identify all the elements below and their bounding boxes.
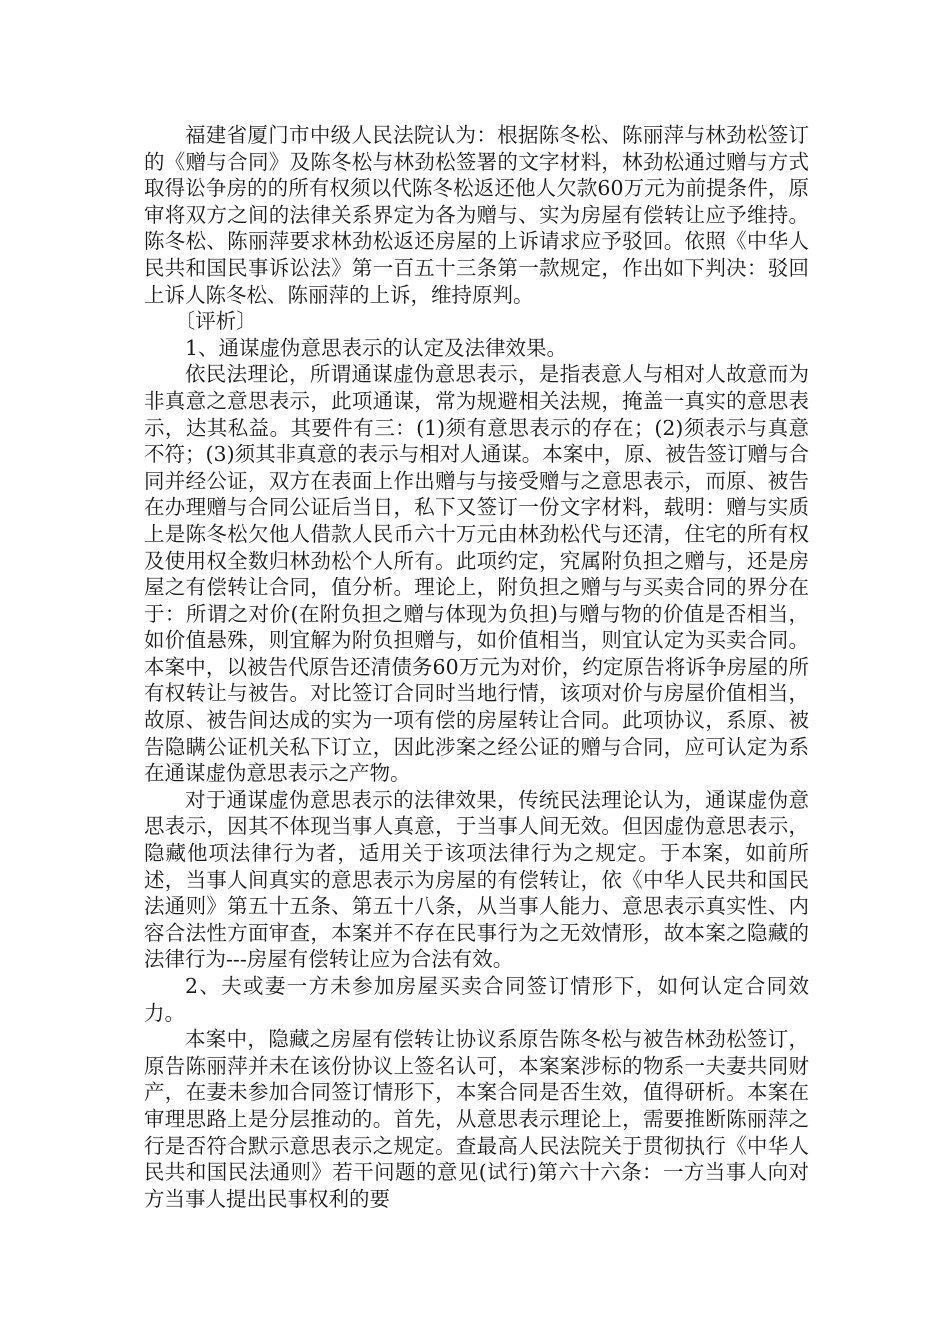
paragraph-legal-effect: 对于通谋虚伪意思表示的法律效果，传统民法理论认为，通谋虚伪意思表示，因其不体现当事人真意，于当事人间无效。但因虚伪意思表示，隐藏他项法律行为者，适用关于该项法律行为之规定。于本案，如前所述，当事人间真实的意思表示为房屋的有偿转让，依《中华人民共和国民法通则》第五十五条、第五十八条，从当事人能力、意思表示真实性、内容合法性方面审查，本案并不存在民事行为之无效情形，故本案之隐藏的法律行为---房屋有偿转让应为合法有效。 [144,787,809,972]
heading-point-2: 2、夫或妻一方未参加房屋买卖合同签订情形下，如何认定合同效力。 [144,974,809,1025]
section-label-analysis: 〔评析〕 [174,309,257,334]
paragraph-spouse-consent: 本案中，隐藏之房屋有偿转让协议系原告陈冬松与被告林劲松签订，原告陈丽萍并未在该份协议上签名认可，本案案涉标的物系一夫妻共同财产，在妻未参加合同签订情形下，本案合同是否生效，值得研析。本案在审理思路上是分层推动的。首先，从意思表示理论上，需要推断陈丽萍之行是否符合默示意思表示之规定。查最高人民法院关于贯彻执行《中华人民共和国民法通则》若干问题的意见(试行)第六十六条：一方当事人向对方当事人提出民事权利的要 [144,1027,809,1211]
heading-point-1: 1、通谋虚伪意思表示的认定及法律效果。 [185,335,568,360]
paragraph-sham-intent-theory: 依民法理论，所谓通谋虚伪意思表示，是指表意人与相对人故意而为非真意之意思表示，此项通谋，常为规避相关法规，掩盖一真实的意思表示，达其私益。其要件有三：(1)须有意思表示的存在；(2)须表示与真意不符；(3)须其非真意的表示与相对人通谋。本案中，原、被告签订赠与合同并经公证，双方在表面上作出赠与与接受赠与之意思表示，而原、被告在办理赠与合同公证后当日，私下又签订一份文字材料，载明：赠与实质上是陈冬松欠他人借款人民币六十万元由林劲松代与还清，住宅的所有权及使用权全数归林劲松个人所有。此项约定，究属附负担之赠与，还是房屋之有偿转让合同，值分析。理论上，附负担之赠与与买卖合同的界分在于：所谓之对价(在附负担之赠与体现为负担)与赠与物的价值是否相当，如价值悬殊，则宜解为附负担赠与，如价值相当，则宜认定为买卖合同。本案中，以被告代原告还清债务60万元为对价，约定原告将诉争房屋的所有权转让与被告。对比签订合同时当地行情，该项对价与房屋价值相当，故原、被告间达成的实为一项有偿的房屋转让合同。此项协议，系原、被告隐瞒公证机关私下订立，因此涉案之经公证的赠与合同，应可认定为系在通谋虚伪意思表示之产物。 [144,362,809,786]
paragraph-court-opinion: 福建省厦门市中级人民法院认为：根据陈冬松、陈丽萍与林劲松签订的《赠与合同》及陈冬松与林劲松签署的文字材料，林劲松通过赠与方式取得讼争房的的所有权须以代陈冬松返还他人欠款60万元为前提条件，原审将双方之间的法律关系界定为各为赠与、实为房屋有偿转让应予维持。陈冬松、陈丽萍要求林劲松返还房屋的上诉请求应予驳回。依照《中华人民共和国民事诉讼法》第一百五十三条第一款规定，作出如下判决：驳回上诉人陈冬松、陈丽萍的上诉，维持原判。 [144,123,809,307]
document-body [144,122,809,1212]
